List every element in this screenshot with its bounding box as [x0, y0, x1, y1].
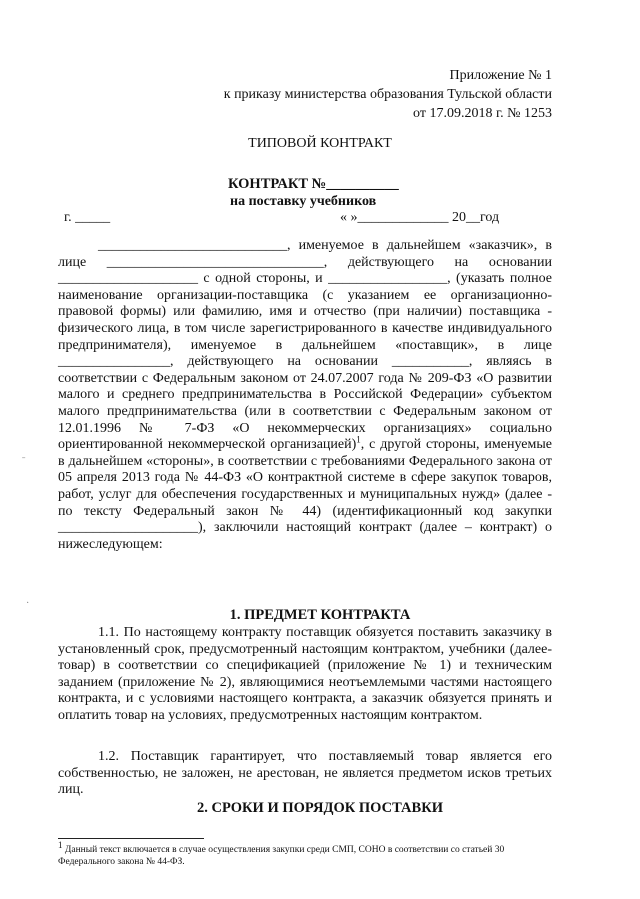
document-type: ТИПОВОЙ КОНТРАКТ	[248, 136, 392, 151]
appendix-block	[132, 66, 552, 123]
contract-date: « »_____________ 20__год	[340, 210, 500, 225]
intro-paragraph	[58, 238, 552, 553]
footnote	[58, 839, 552, 868]
footnote-divider	[58, 838, 204, 839]
section-1-heading: 1. ПРЕДМЕТ КОНТРАКТА	[229, 607, 411, 623]
clause-1-2: 1.2. Поставщик гарантирует, что поставляемый товар является его собственностью, не заложен, не арестован, не является предметом исков третьих лиц.	[58, 749, 552, 798]
section-1-body	[58, 625, 552, 725]
appendix-number: Приложение № 1	[449, 68, 552, 83]
section-1-body-2	[58, 749, 552, 799]
appendix-order: к приказу министерства образования Тульской области	[223, 87, 552, 102]
intro-block	[58, 238, 552, 553]
appendix-date: от 17.09.2018 г. № 1253	[413, 106, 552, 121]
footnote-text: Данный текст включается в случае осуществления закупки среди СМП, СОНО в соответствии со статьей 30 Федерального закона № 44-ФЗ.	[58, 845, 505, 867]
section-2-heading: 2. СРОКИ И ПОРЯДОК ПОСТАВКИ	[197, 800, 443, 816]
scan-mark: ·	[26, 598, 30, 609]
clause-1-1: 1.1. По настоящему контракту поставщик обязуется поставить заказчику в установленный срок, предусмотренный настоящим контрактом, учебники (далее-товар) в соответствии со спецификацией (приложение № 1) и техническим заданием (приложение № 2), являющимися неотъемлемыми частями настоящего контракта, и с условиями настоящего контракта, а заказчик обязуется принять и оплатить товар на условиях, предусмотренных настоящим контрактом.	[58, 625, 552, 723]
intro-text: ___________________________, именуемое в дальнейшем «заказчик», в лице _______________________________, действующего на основании ____________________ с одной стороны, и _________________, (указать полное наименование организации-поставщика (с указанием ее организационно-правовой формы) или фамилию, имя и отчество (при наличии) поставщика - физического лица, в том числе зарегистрированного в качестве индивидуального предпринимателя), именуемое в дальнейшем «поставщик», в лице ________________, действующего на основании ___________, являясь в соответствии с Федеральным законом от 24.07.2007 года № 209-ФЗ «О развитии малого и среднего предпринимательства в Российской Федерации» субъектом малого предпринимательства (или в соответствии с Федеральным законом от 12.01.1996 № 7-ФЗ «О некоммерческих организациях» социально ориентированной некоммерческой организацией)	[58, 238, 552, 453]
contract-title: КОНТРАКТ №__________	[228, 176, 399, 192]
scan-mark: ˗	[22, 452, 26, 463]
footnote-number: 1	[58, 839, 63, 850]
contract-city: г. _____	[64, 210, 111, 225]
intro-text-end: , с другой стороны, именуемые в дальнейшем «стороны», в соответствии с требованиями Федерального закона от 05 апреля 2013 года № 44-ФЗ «О контрактной системе в сфере закупок товаров, работ, услуг для обеспечения государственных и муниципальных нужд» (далее - по тексту Федеральный закон № 44) (идентификационный код закупки ____________________), заключили настоящий контракт (далее – контракт) о нижеследующем:	[58, 437, 552, 552]
contract-subtitle: на поставку учебников	[230, 194, 377, 209]
footnote-ref: 1	[356, 434, 361, 445]
